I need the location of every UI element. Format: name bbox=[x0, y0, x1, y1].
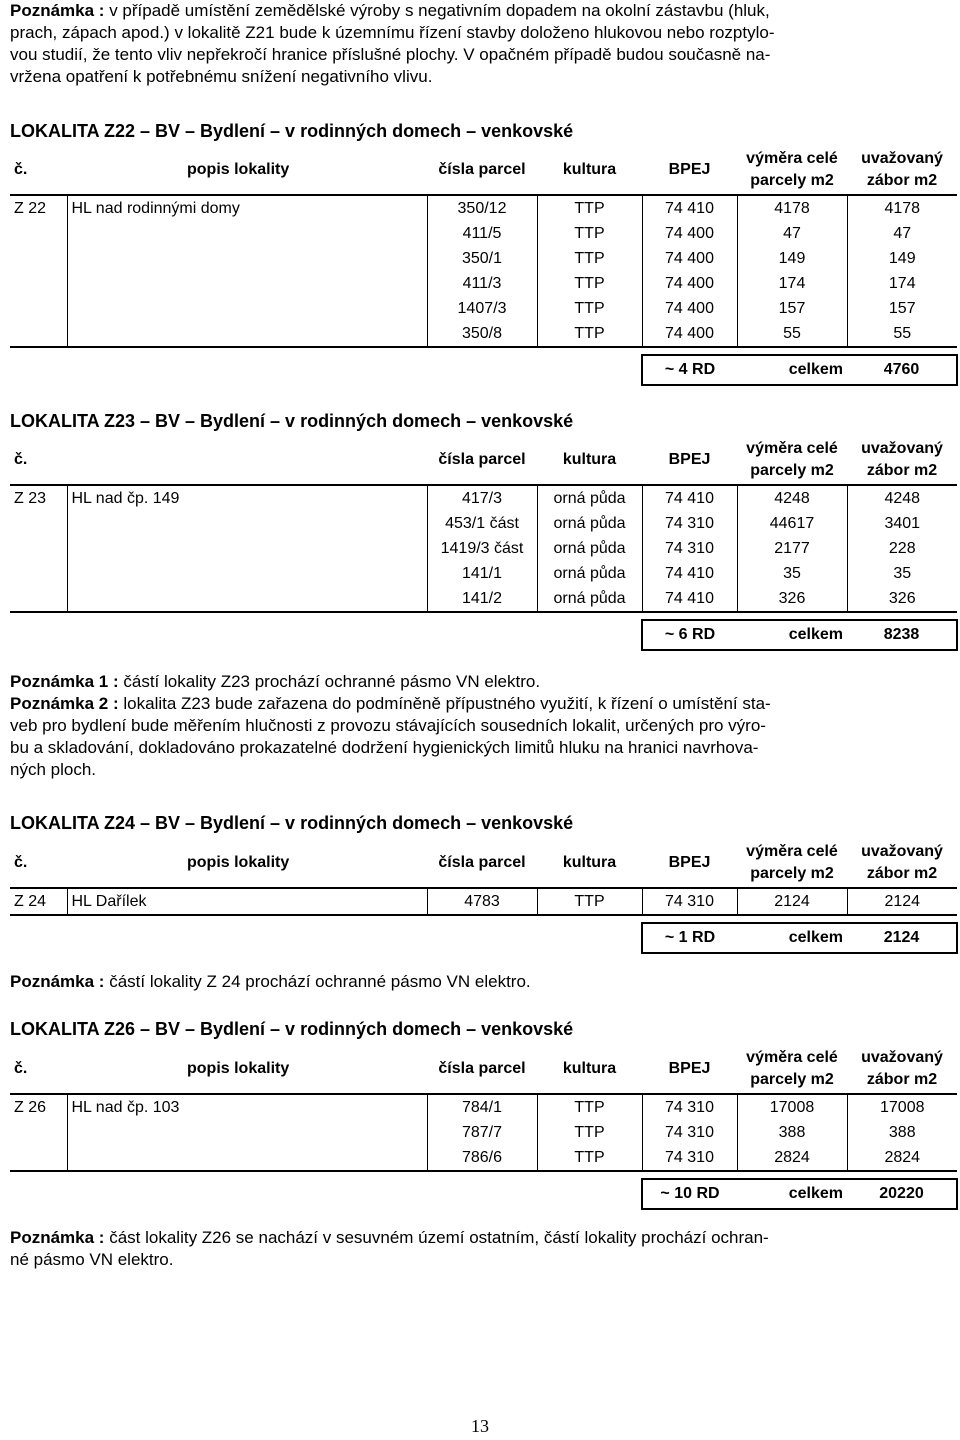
total-value: 8238 bbox=[847, 620, 957, 650]
section-heading-z22: LOKALITA Z22 – BV – Bydlení – v rodinných domech – venkovské bbox=[10, 121, 574, 141]
col-kultura: kultura bbox=[537, 839, 642, 888]
total-label: celkem bbox=[737, 1179, 847, 1209]
parcel-area: 17008 bbox=[737, 1094, 847, 1120]
parcel-number: 786/6 bbox=[427, 1145, 537, 1171]
total-row bbox=[10, 620, 957, 650]
considered-area: 174 bbox=[888, 274, 916, 292]
land-use: orná půda bbox=[537, 561, 642, 586]
bpej: 74 400 bbox=[642, 221, 737, 246]
total-row bbox=[10, 1179, 957, 1209]
col-parcely: čísla parcel bbox=[427, 436, 537, 485]
locality-id: Z 23 bbox=[10, 485, 67, 511]
note-z26 bbox=[10, 1227, 950, 1271]
parcel-number: 784/1 bbox=[427, 1094, 537, 1120]
land-use: orná půda bbox=[537, 511, 642, 536]
considered-area: 35 bbox=[893, 564, 912, 582]
col-vymera: výměra celé parcely m2 bbox=[737, 436, 847, 485]
col-parcely: čísla parcel bbox=[427, 839, 537, 888]
land-use: TTP bbox=[537, 296, 642, 321]
parcel-number: 141/2 bbox=[427, 586, 537, 612]
table-row bbox=[10, 271, 957, 296]
parcel-number: 1407/3 bbox=[427, 296, 537, 321]
parcel-number: 417/3 bbox=[427, 485, 537, 511]
table-z24 bbox=[10, 839, 958, 954]
col-vymera: výměra celé parcely m2 bbox=[737, 146, 847, 195]
table-header-row bbox=[10, 839, 957, 888]
col-bpej: BPEJ bbox=[642, 146, 737, 195]
parcel-area: 4178 bbox=[737, 195, 847, 221]
note-z23-1 bbox=[10, 671, 950, 693]
bpej: 74 400 bbox=[642, 246, 737, 271]
note-text: bu a skladování, dokladováno prokazatelné dodržení hygienických limitů hluku na hranici navrhova- bbox=[10, 738, 759, 757]
total-label: celkem bbox=[737, 355, 847, 385]
bpej: 74 310 bbox=[642, 1145, 737, 1171]
parcel-area: 326 bbox=[737, 586, 847, 612]
locality-id: Z 26 bbox=[10, 1094, 67, 1120]
considered-area: 157 bbox=[888, 299, 916, 317]
considered-area: 3401 bbox=[884, 514, 921, 532]
bpej: 74 410 bbox=[642, 195, 737, 221]
land-use: TTP bbox=[537, 271, 642, 296]
considered-area: 4248 bbox=[884, 489, 921, 507]
col-parcely: čísla parcel bbox=[427, 1045, 537, 1094]
bpej: 74 400 bbox=[642, 271, 737, 296]
col-bpej: BPEJ bbox=[642, 436, 737, 485]
land-use: TTP bbox=[537, 246, 642, 271]
bpej: 74 410 bbox=[642, 485, 737, 511]
considered-area: 228 bbox=[888, 539, 916, 557]
note-label: Poznámka : bbox=[10, 1228, 105, 1247]
section-heading-z24: LOKALITA Z24 – BV – Bydlení – v rodinných domech – venkovské bbox=[10, 813, 574, 833]
land-use: orná půda bbox=[537, 586, 642, 612]
note-label: Poznámka : bbox=[10, 972, 105, 991]
rd-count: ~ 4 RD bbox=[642, 355, 737, 385]
land-use: orná půda bbox=[537, 536, 642, 561]
col-zabor: uvažovaný zábor m2 bbox=[847, 839, 957, 888]
land-use: TTP bbox=[537, 1094, 642, 1120]
parcel-number: 1419/3 část bbox=[427, 536, 537, 561]
total-label: celkem bbox=[737, 923, 847, 953]
parcel-number: 4783 bbox=[427, 888, 537, 915]
table-row bbox=[10, 536, 957, 561]
col-cislo: č. bbox=[10, 146, 67, 195]
parcel-area: 55 bbox=[737, 321, 847, 347]
table-header-row bbox=[10, 436, 957, 485]
parcel-area: 2124 bbox=[737, 888, 847, 915]
parcel-area: 2824 bbox=[737, 1145, 847, 1171]
col-cislo: č. bbox=[10, 839, 67, 888]
col-popis: popis lokality bbox=[67, 839, 427, 888]
parcel-area: 44617 bbox=[737, 511, 847, 536]
col-zabor: uvažovaný zábor m2 bbox=[847, 146, 957, 195]
note-text: lokalita Z23 bude zařazena do podmíněně přípustného využití, k řízení o umístění sta- bbox=[118, 694, 771, 713]
parcel-number: 411/5 bbox=[427, 221, 537, 246]
table-row bbox=[10, 1145, 957, 1171]
table-z26 bbox=[10, 1045, 958, 1210]
bpej: 74 400 bbox=[642, 321, 737, 347]
page-number: 13 bbox=[471, 1416, 489, 1436]
col-parcely: čísla parcel bbox=[427, 146, 537, 195]
parcel-area: 47 bbox=[737, 221, 847, 246]
parcel-number: 453/1 část bbox=[427, 511, 537, 536]
bpej: 74 310 bbox=[642, 511, 737, 536]
col-kultura: kultura bbox=[537, 436, 642, 485]
table-row bbox=[10, 1094, 957, 1120]
table-row bbox=[10, 561, 957, 586]
note-text: prach, zápach apod.) v lokalitě Z21 bude k územnímu řízení stavby doloženo hlukovou nebo rozptylo- bbox=[10, 23, 775, 42]
land-use: TTP bbox=[537, 888, 642, 915]
land-use: TTP bbox=[537, 195, 642, 221]
total-value: 20220 bbox=[847, 1179, 957, 1209]
bpej: 74 310 bbox=[642, 1120, 737, 1145]
note-text: né pásmo VN elektro. bbox=[10, 1250, 174, 1269]
table-z23 bbox=[10, 436, 958, 651]
table-row bbox=[10, 511, 957, 536]
table-row bbox=[10, 321, 957, 347]
parcel-area: 2177 bbox=[737, 536, 847, 561]
note-text: částí lokality Z 24 prochází ochranné pásmo VN elektro. bbox=[104, 972, 531, 991]
parcel-number: 787/7 bbox=[427, 1120, 537, 1145]
col-cislo: č. bbox=[10, 436, 67, 485]
table-z22 bbox=[10, 146, 958, 386]
parcel-area: 4248 bbox=[737, 485, 847, 511]
considered-area: 2124 bbox=[847, 888, 957, 915]
col-cislo: č. bbox=[10, 1045, 67, 1094]
col-popis: popis lokality bbox=[67, 1045, 427, 1094]
bpej: 74 310 bbox=[642, 888, 737, 915]
col-kultura: kultura bbox=[537, 1045, 642, 1094]
note-label: Poznámka 1 : bbox=[10, 672, 119, 691]
rd-count: ~ 10 RD bbox=[642, 1179, 737, 1209]
considered-area: 4178 bbox=[884, 199, 921, 217]
land-use: TTP bbox=[537, 321, 642, 347]
col-vymera: výměra celé parcely m2 bbox=[737, 839, 847, 888]
col-zabor: uvažovaný zábor m2 bbox=[847, 436, 957, 485]
col-vymera: výměra celé parcely m2 bbox=[737, 1045, 847, 1094]
rd-count: ~ 1 RD bbox=[642, 923, 737, 953]
considered-area: 388 bbox=[888, 1123, 916, 1141]
considered-area: 2824 bbox=[847, 1145, 957, 1171]
bpej: 74 400 bbox=[642, 296, 737, 321]
note-label: Poznámka 2 : bbox=[10, 694, 119, 713]
locality-description: HL nad čp. 103 bbox=[67, 1094, 427, 1120]
table-header-row bbox=[10, 1045, 957, 1094]
note-text: částí lokality Z23 prochází ochranné pásmo VN elektro. bbox=[118, 672, 541, 691]
table-row bbox=[10, 195, 957, 221]
table-row bbox=[10, 888, 957, 915]
considered-area: 55 bbox=[847, 321, 957, 347]
parcel-area: 157 bbox=[737, 296, 847, 321]
parcel-area: 388 bbox=[737, 1120, 847, 1145]
land-use: TTP bbox=[537, 221, 642, 246]
rd-count: ~ 6 RD bbox=[642, 620, 737, 650]
section-heading-z23: LOKALITA Z23 – BV – Bydlení – v rodinných domech – venkovské bbox=[10, 411, 574, 431]
locality-description: HL nad čp. 149 bbox=[67, 485, 427, 511]
land-use: orná půda bbox=[537, 485, 642, 511]
considered-area: 149 bbox=[888, 249, 916, 267]
col-zabor: uvažovaný zábor m2 bbox=[847, 1045, 957, 1094]
table-header-row bbox=[10, 146, 957, 195]
col-bpej: BPEJ bbox=[642, 839, 737, 888]
total-row bbox=[10, 923, 957, 953]
land-use: TTP bbox=[537, 1145, 642, 1171]
total-label: celkem bbox=[737, 620, 847, 650]
intro-note bbox=[10, 0, 950, 88]
land-use: TTP bbox=[537, 1120, 642, 1145]
note-z23-2 bbox=[10, 693, 950, 781]
total-value: 2124 bbox=[847, 923, 957, 953]
bpej: 74 410 bbox=[642, 561, 737, 586]
parcel-area: 35 bbox=[737, 561, 847, 586]
parcel-number: 350/8 bbox=[427, 321, 537, 347]
considered-area: 17008 bbox=[880, 1098, 925, 1116]
note-z24 bbox=[10, 971, 950, 993]
locality-description: HL nad rodinnými domy bbox=[67, 195, 427, 221]
section-heading-z26: LOKALITA Z26 – BV – Bydlení – v rodinných domech – venkovské bbox=[10, 1019, 574, 1039]
table-row bbox=[10, 485, 957, 511]
col-bpej: BPEJ bbox=[642, 1045, 737, 1094]
bpej: 74 310 bbox=[642, 536, 737, 561]
table-row bbox=[10, 246, 957, 271]
total-row bbox=[10, 355, 957, 385]
considered-area: 326 bbox=[847, 586, 957, 612]
note-text: vržena opatření k potřebnému snížení negativního vlivu. bbox=[10, 67, 433, 86]
parcel-area: 174 bbox=[737, 271, 847, 296]
note-text: část lokality Z26 se nachází v sesuvném území ostatním, částí lokality prochází ochran- bbox=[104, 1228, 769, 1247]
note-text: veb pro bydlení bude měřením hlučnosti z provozu stávajících sousedních lokalit, určených pro výro- bbox=[10, 716, 766, 735]
parcel-number: 141/1 bbox=[427, 561, 537, 586]
total-value: 4760 bbox=[847, 355, 957, 385]
parcel-area: 149 bbox=[737, 246, 847, 271]
table-row bbox=[10, 586, 957, 612]
bpej: 74 410 bbox=[642, 586, 737, 612]
table-row bbox=[10, 1120, 957, 1145]
note-text: ných ploch. bbox=[10, 760, 96, 779]
col-popis: popis lokality bbox=[67, 146, 427, 195]
considered-area: 47 bbox=[893, 224, 912, 242]
col-popis bbox=[67, 436, 427, 485]
col-kultura: kultura bbox=[537, 146, 642, 195]
bpej: 74 310 bbox=[642, 1094, 737, 1120]
parcel-number: 350/1 bbox=[427, 246, 537, 271]
note-text: vou studií, že tento vliv nepřekročí hranice příslušné plochy. V opačném případě budou současně na- bbox=[10, 45, 771, 64]
locality-description: HL Dařílek bbox=[67, 888, 427, 915]
note-label: Poznámka : bbox=[10, 1, 105, 20]
table-row bbox=[10, 296, 957, 321]
locality-id: Z 24 bbox=[10, 888, 67, 915]
parcel-number: 411/3 bbox=[427, 271, 537, 296]
table-row bbox=[10, 221, 957, 246]
locality-id: Z 22 bbox=[10, 195, 67, 221]
parcel-number: 350/12 bbox=[427, 195, 537, 221]
note-text: v případě umístění zemědělské výroby s negativním dopadem na okolní zástavbu (hluk, bbox=[104, 1, 770, 20]
